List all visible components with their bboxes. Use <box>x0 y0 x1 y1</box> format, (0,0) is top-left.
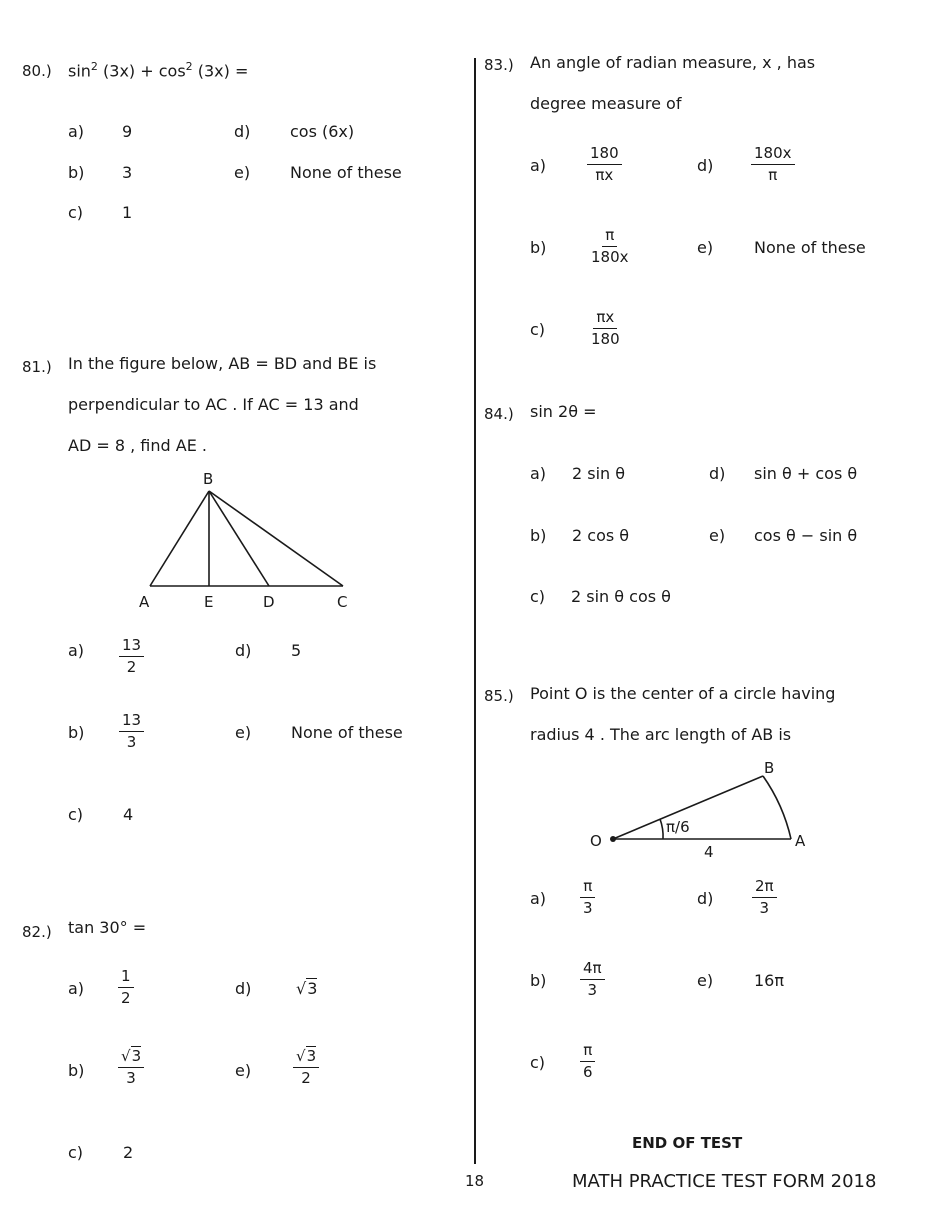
option-d-fraction: $\frac{180x}{\pi}$ <box>751 146 795 183</box>
sector-figure <box>580 752 820 867</box>
question-number: 83.) <box>484 56 514 74</box>
option-a-label: a) <box>530 156 547 175</box>
vertex-label-e: E <box>204 593 214 611</box>
form-title: MATH PRACTICE TEST FORM 2018 <box>572 1171 877 1192</box>
page-number: 18 <box>465 1172 485 1190</box>
option-c-value: 2 sin θ cos θ <box>571 587 671 606</box>
option-b-fraction: $\frac{\pi}{180x}$ <box>591 226 629 266</box>
option-d-label: d) <box>234 122 251 141</box>
question-text-line-1: In the figure below, AB = BD and BE is <box>68 354 377 373</box>
option-a-label: a) <box>68 979 85 998</box>
option-c-label: c) <box>68 1143 84 1162</box>
option-c-label: c) <box>530 1053 546 1072</box>
option-b-label: b) <box>530 971 547 990</box>
option-e-label: e) <box>235 723 252 742</box>
option-d-label: d) <box>709 464 726 483</box>
radius-label: 4 <box>704 843 714 861</box>
option-a-label: a) <box>68 641 85 660</box>
segment-ab <box>150 491 209 586</box>
option-d-label: d) <box>697 156 714 175</box>
segment-bc <box>209 491 343 586</box>
option-b-label: b) <box>68 1061 85 1080</box>
angle-mark <box>660 819 663 839</box>
option-c-value: 2 <box>123 1143 134 1162</box>
option-d-value: 5 <box>291 641 302 660</box>
option-e-value: None of these <box>291 723 403 742</box>
option-e-value: cos θ − sin θ <box>754 526 858 545</box>
question-number: 82.) <box>22 923 52 941</box>
point-label-a: A <box>795 832 806 850</box>
option-a-fraction: $\frac{1}{2}$ <box>118 969 134 1006</box>
option-c-fraction: $\frac{\pi}{6}$ <box>580 1043 596 1080</box>
question-text: $\sin^2 (3x) + \cos^2 (3x)$ = <box>68 60 249 81</box>
option-e-value: None of these <box>290 163 402 182</box>
question-text: sin 2θ = <box>530 402 597 421</box>
option-b-fraction: $\frac{√3}{3}$ <box>118 1049 144 1086</box>
option-a-label: a) <box>68 122 85 141</box>
option-c-value: 1 <box>122 203 133 222</box>
vertex-label-d: D <box>263 593 275 611</box>
option-b-label: b) <box>530 238 547 257</box>
option-e-label: e) <box>709 526 726 545</box>
question-text-line-1: An angle of radian measure, x , has <box>530 53 816 72</box>
option-d-fraction: $\frac{2\pi}{3}$ <box>752 879 777 916</box>
option-b-value: 3 <box>122 163 133 182</box>
option-b-fraction: $\frac{4\pi}{3}$ <box>580 961 605 998</box>
option-e-value: None of these <box>754 238 866 257</box>
question-text-line-3: AD = 8 , find AE . <box>68 436 207 455</box>
point-label-b: B <box>764 759 775 777</box>
option-b-fraction: $\frac{13}{3}$ <box>119 713 144 750</box>
column-divider <box>474 58 476 1164</box>
arc-ab <box>763 776 791 839</box>
question-text-line-2: perpendicular to AC . If AC = 13 and <box>68 395 359 414</box>
option-a-value: 9 <box>122 122 133 141</box>
end-of-test: END OF TEST <box>632 1134 743 1152</box>
option-a-fraction: $\frac{180}{\pi x}$ <box>587 146 622 183</box>
vertex-label-a: A <box>139 593 150 611</box>
question-number: 81.) <box>22 358 52 376</box>
option-a-label: a) <box>530 464 547 483</box>
option-e-fraction: $\frac{√3}{2}$ <box>293 1049 319 1086</box>
point-label-o: O <box>590 832 602 850</box>
option-d-value: sin θ + cos θ <box>754 464 858 483</box>
option-e-label: e) <box>697 971 714 990</box>
option-e-value: 16π <box>754 971 784 990</box>
option-d-label: d) <box>235 641 252 660</box>
segment-bd <box>209 491 269 586</box>
question-number: 80.) <box>22 62 52 80</box>
option-d-value: √3 <box>296 979 318 998</box>
option-b-label: b) <box>530 526 547 545</box>
question-text-line-2: radius 4 . The arc length of AB is <box>530 725 792 744</box>
option-e-label: e) <box>234 163 251 182</box>
option-b-label: b) <box>68 163 85 182</box>
option-c-label: c) <box>68 805 84 824</box>
option-b-value: 2 cos θ <box>572 526 630 545</box>
option-a-fraction: $\frac{\pi}{3}$ <box>580 879 596 916</box>
option-a-label: a) <box>530 889 547 908</box>
option-c-value: 4 <box>123 805 134 824</box>
option-c-label: c) <box>530 320 546 339</box>
center-point <box>610 836 616 842</box>
triangle-figure <box>130 465 370 615</box>
question-text: tan 30° = <box>68 918 147 937</box>
question-number: 84.) <box>484 405 514 423</box>
option-e-label: e) <box>235 1061 252 1080</box>
option-c-fraction: $\frac{\pi x}{180}$ <box>591 308 620 348</box>
option-b-label: b) <box>68 723 85 742</box>
option-a-fraction: $\frac{13}{2}$ <box>119 638 144 675</box>
angle-label: π/6 <box>666 818 690 836</box>
option-d-label: d) <box>697 889 714 908</box>
question-text-line-2: degree measure of <box>530 94 682 113</box>
option-d-label: d) <box>235 979 252 998</box>
option-e-label: e) <box>697 238 714 257</box>
option-d-value: cos (6x) <box>290 122 355 141</box>
option-a-value: 2 sin θ <box>572 464 626 483</box>
question-number: 85.) <box>484 687 514 705</box>
option-c-label: c) <box>530 587 546 606</box>
question-text-line-1: Point O is the center of a circle having <box>530 684 836 703</box>
vertex-label-c: C <box>337 593 348 611</box>
vertex-label-b: B <box>203 470 214 488</box>
option-c-label: c) <box>68 203 84 222</box>
